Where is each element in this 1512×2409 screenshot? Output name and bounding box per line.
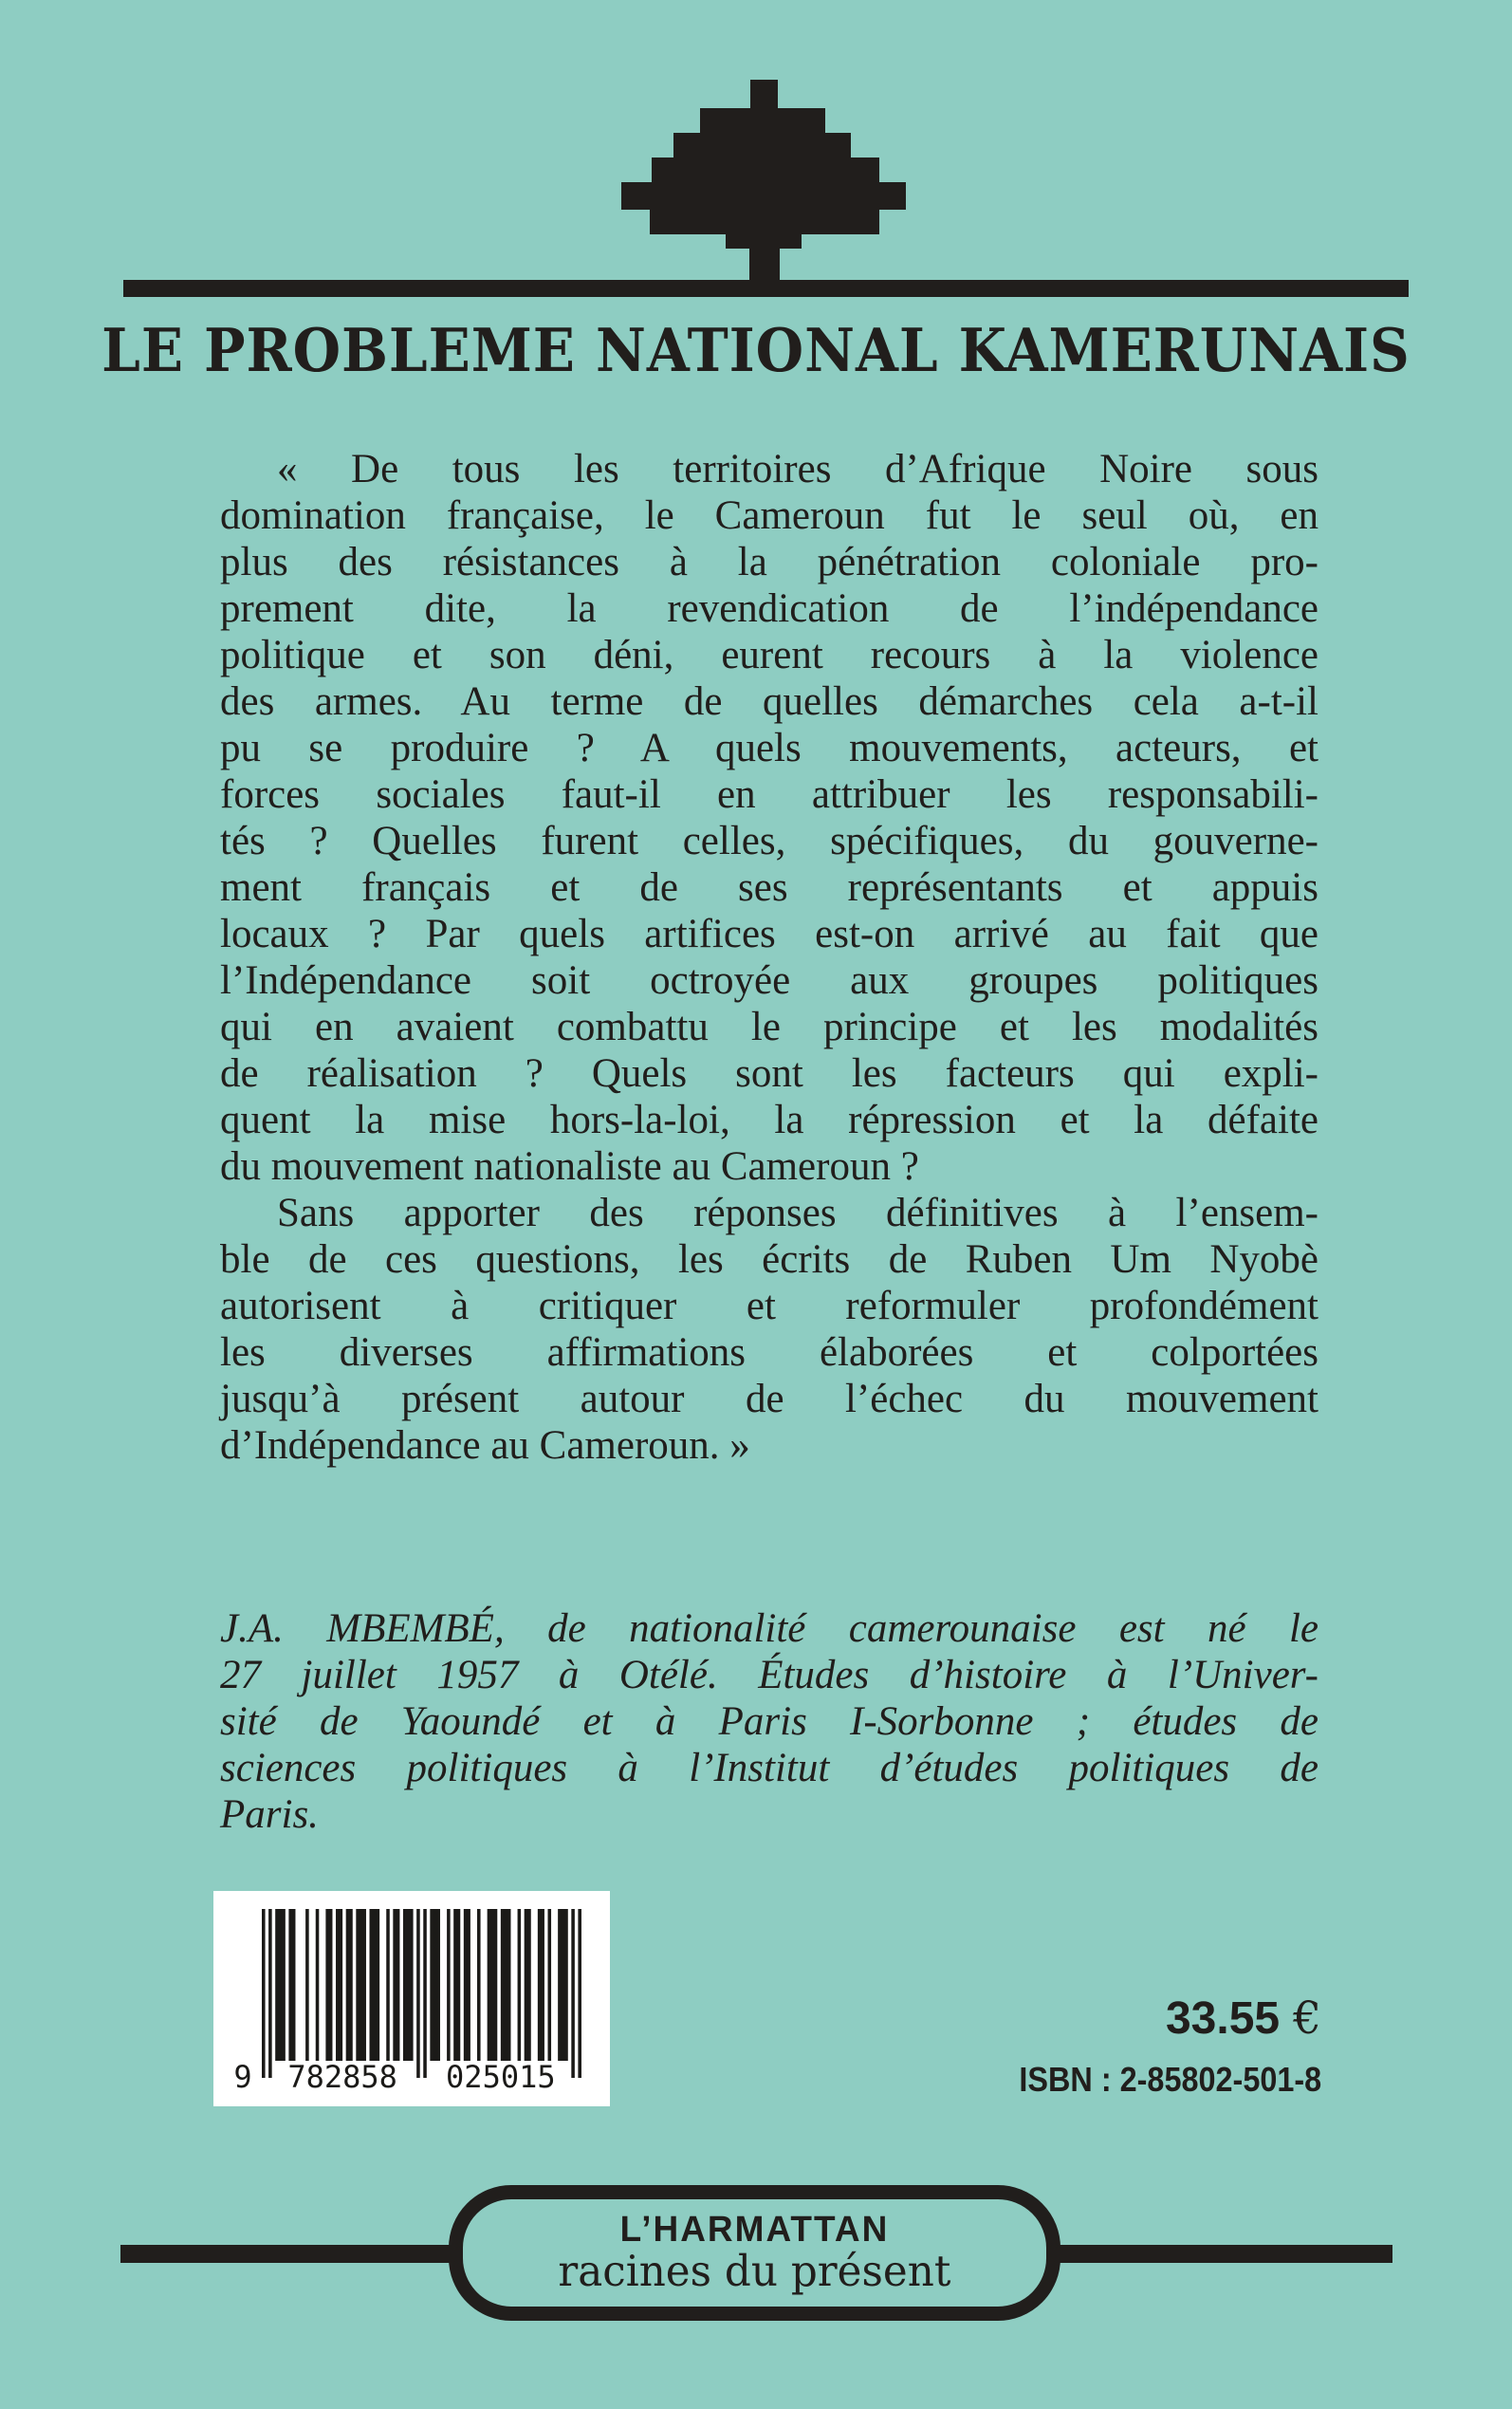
barcode-bar <box>416 1909 420 2078</box>
text-line: 27 juillet 1957 à Otélé. Études d’histoire à l’Univer- <box>220 1653 1318 1697</box>
text-line: domination française, le Cameroun fut le seul où, en <box>220 493 1318 538</box>
text-line: des armes. Au terme de quelles démarches cela a-t-il <box>220 679 1318 724</box>
barcode-bar <box>518 1909 522 2061</box>
text-line: jusqu’à présent autour de l’échec du mouvement <box>220 1377 1318 1421</box>
text-line: ment français et de ses représentants et appuis <box>220 865 1318 910</box>
barcode-bar <box>558 1909 568 2061</box>
page-title: LE PROBLEME NATIONAL KAMERUNAIS <box>101 315 1411 385</box>
barcode-bar <box>262 1909 266 2078</box>
quote-block <box>220 446 1318 1469</box>
text-line: du mouvement nationaliste au Cameroun ? <box>220 1144 919 1189</box>
price <box>1165 1992 1321 2045</box>
barcode-bar <box>488 1909 498 2061</box>
text-line: ble de ces questions, les écrits de Ruben Um Nyobè <box>220 1237 1318 1282</box>
barcode-bar <box>477 1909 481 2061</box>
text-line: politique et son déni, eurent recours à la violence <box>220 633 1318 677</box>
barcode-bar <box>336 1909 342 2061</box>
barcode <box>213 1891 610 2106</box>
barcode-digits: 782858 <box>287 2059 397 2095</box>
text-line: prement dite, la revendication de l’indépendance <box>220 586 1318 631</box>
text-line: J.A. MBEMBÉ, de nationalité camerounaise est né le <box>220 1606 1318 1651</box>
barcode-bar <box>525 1909 531 2061</box>
text-line: sité de Yaoundé et à Paris I-Sorbonne ; études de <box>220 1699 1318 1744</box>
barcode-bar <box>430 1909 440 2061</box>
barcode-bar <box>538 1909 544 2061</box>
barcode-digits: 9 <box>233 2059 252 2095</box>
barcode-bar <box>288 1909 295 2061</box>
text-line: l’Indépendance soit octroyée aux groupes politiques <box>220 958 1318 1003</box>
text-line: plus des résistances à la pénétration coloniale pro- <box>220 540 1318 584</box>
author-bio-block <box>220 1605 1318 1838</box>
euro-sign: € <box>1293 1992 1321 2045</box>
barcode-bar <box>393 1909 399 2061</box>
barcode-digits: 025015 <box>446 2059 556 2095</box>
barcode-bar <box>403 1909 414 2061</box>
barcode-label <box>213 1891 610 2106</box>
barcode-bar <box>501 1909 511 2061</box>
text-line: tés ? Quelles furent celles, spécifiques, du gouverne- <box>220 819 1318 863</box>
publisher-tree-icon <box>617 80 911 290</box>
barcode-bar <box>275 1909 286 2061</box>
barcode-bar <box>386 1909 390 2061</box>
collection-name: racines du présent <box>558 2246 951 2296</box>
text-line: les diverses affirmations élaborées et colportées <box>220 1330 1318 1375</box>
barcode-bar <box>464 1909 470 2061</box>
barcode-bar <box>578 1909 581 2078</box>
text-line: qui en avaient combattu le principe et les modalités <box>220 1005 1318 1049</box>
text-line: forces sociales faut-il en attribuer les responsabili- <box>220 772 1318 817</box>
text-line: Paris. <box>220 1792 319 1837</box>
text-line: pu se produire ? A quels mouvements, acteurs, et <box>220 726 1318 770</box>
barcode-bar <box>316 1909 320 2061</box>
barcode-bar <box>571 1909 575 2078</box>
barcode-bar <box>325 1909 332 2061</box>
text-line: d’Indépendance au Cameroun. » <box>220 1423 750 1468</box>
barcode-bar <box>305 1909 309 2061</box>
text-line: « De tous les territoires d’Afrique Noire sous <box>277 447 1318 491</box>
isbn-text: ISBN : 2-85802-501-8 <box>1019 2060 1321 2099</box>
publisher-pill <box>449 2185 1060 2321</box>
text-line: de réalisation ? Quels sont les facteurs qui expli- <box>220 1051 1318 1096</box>
text-line: sciences politiques à l’Institut d’études politiques de <box>220 1746 1318 1790</box>
text-line: locaux ? Par quels artifices est-on arrivé au fait que <box>220 912 1318 956</box>
text-line: autorisent à critiquer et reformuler profondément <box>220 1284 1318 1328</box>
barcode-bar <box>356 1909 366 2061</box>
barcode-bar <box>548 1909 552 2061</box>
barcode-bar <box>423 1909 427 2078</box>
barcode-bar <box>453 1909 460 2061</box>
barcode-bar <box>447 1909 451 2061</box>
barcode-bar <box>370 1909 380 2061</box>
header-divider <box>123 280 1409 297</box>
publisher-name: L’HARMATTAN <box>619 2209 890 2250</box>
barcode-bar <box>346 1909 353 2061</box>
text-line: Sans apporter des réponses définitives à l’ensem- <box>277 1191 1318 1235</box>
text-line: quent la mise hors-la-loi, la répression et la défaite <box>220 1098 1318 1142</box>
barcode-bar <box>268 1909 272 2078</box>
price-value: 33.55 <box>1165 1993 1281 2044</box>
